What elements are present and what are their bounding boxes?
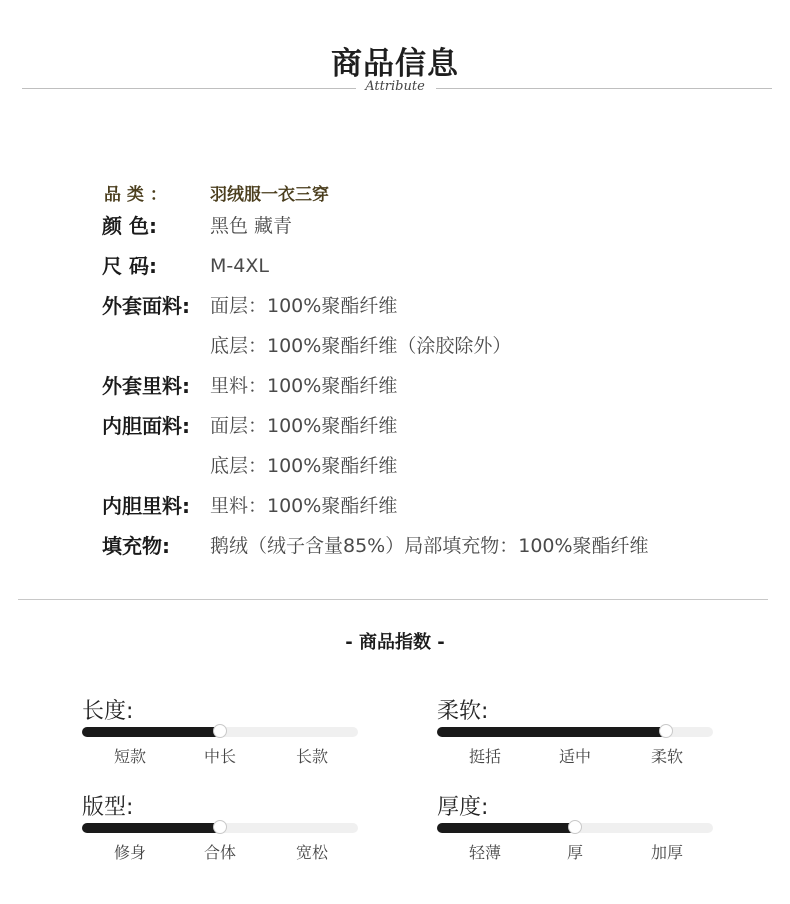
attribute-row <box>0 449 790 483</box>
attribute-row <box>0 289 790 323</box>
meter-tick-label: 轻薄 <box>468 843 502 862</box>
attribute-label: 外套里料: <box>102 374 190 398</box>
meter-label: 版型: <box>82 795 134 820</box>
index-meter <box>437 698 713 778</box>
meter-track <box>437 727 713 737</box>
index-title: - 商品指数 - <box>345 632 445 653</box>
attribute-value: M-4XL <box>210 255 269 277</box>
section-divider <box>18 599 768 600</box>
meter-track <box>82 823 358 833</box>
subtitle: Attribute <box>365 79 425 94</box>
attribute-label: 填充物: <box>102 534 170 558</box>
attribute-value: 鹅绒（绒子含量85%）局部填充物：100%聚酯纤维 <box>210 535 649 557</box>
attribute-label: 内胆面料: <box>102 414 190 438</box>
meter-fill <box>82 727 220 737</box>
attribute-row <box>0 529 790 563</box>
meter-knob <box>213 724 227 738</box>
attribute-value: 底层：100%聚酯纤维 <box>210 455 398 477</box>
attribute-value: 里料：100%聚酯纤维 <box>210 495 398 517</box>
meter-tick-label: 宽松 <box>295 843 329 862</box>
meter-label: 长度: <box>82 699 134 724</box>
page-title: 商品信息 <box>331 46 459 82</box>
meter-fill <box>82 823 220 833</box>
index-meter <box>437 794 713 874</box>
meter-tick-label: 柔软 <box>650 747 684 766</box>
attribute-value: 面层：100%聚酯纤维 <box>210 415 398 437</box>
attribute-label: 外套面料: <box>102 294 190 318</box>
attribute-value: 面层：100%聚酯纤维 <box>210 295 398 317</box>
attribute-row <box>0 369 790 403</box>
meter-knob <box>568 820 582 834</box>
attribute-label: 尺 码: <box>102 254 157 278</box>
attribute-label: 颜 色: <box>102 214 157 238</box>
meter-fill <box>437 727 666 737</box>
attribute-row <box>0 209 790 243</box>
attribute-row <box>0 178 790 212</box>
attribute-value: 里料：100%聚酯纤维 <box>210 375 398 397</box>
meter-tick-label: 厚 <box>566 843 584 862</box>
attribute-value: 黑色 藏青 <box>210 215 293 237</box>
meter-track <box>82 727 358 737</box>
meter-knob <box>659 724 673 738</box>
attribute-row <box>0 249 790 283</box>
meter-tick-label: 加厚 <box>650 843 684 862</box>
meter-label: 柔软: <box>437 699 489 724</box>
meter-label: 厚度: <box>437 795 489 820</box>
meter-tick-label: 适中 <box>558 747 592 766</box>
title-rule-right <box>436 88 772 89</box>
meter-tick-label: 长款 <box>295 747 329 766</box>
meter-tick-label: 中长 <box>203 747 237 766</box>
meter-tick-label: 挺括 <box>468 747 502 766</box>
attribute-row <box>0 329 790 363</box>
meter-fill <box>437 823 575 833</box>
meter-track <box>437 823 713 833</box>
meter-tick-label: 短款 <box>113 747 147 766</box>
meter-tick-label: 合体 <box>203 843 237 862</box>
attribute-value: 羽绒服一衣三穿 <box>210 185 329 205</box>
attribute-label: 内胆里料: <box>102 494 190 518</box>
meter-knob <box>213 820 227 834</box>
attribute-label: 品 类 ： <box>104 185 167 205</box>
index-meter <box>82 698 358 778</box>
attribute-row <box>0 409 790 443</box>
meter-tick-label: 修身 <box>113 843 147 862</box>
index-meter <box>82 794 358 874</box>
attribute-value: 底层：100%聚酯纤维（涂胶除外） <box>210 335 512 357</box>
attribute-row <box>0 489 790 523</box>
